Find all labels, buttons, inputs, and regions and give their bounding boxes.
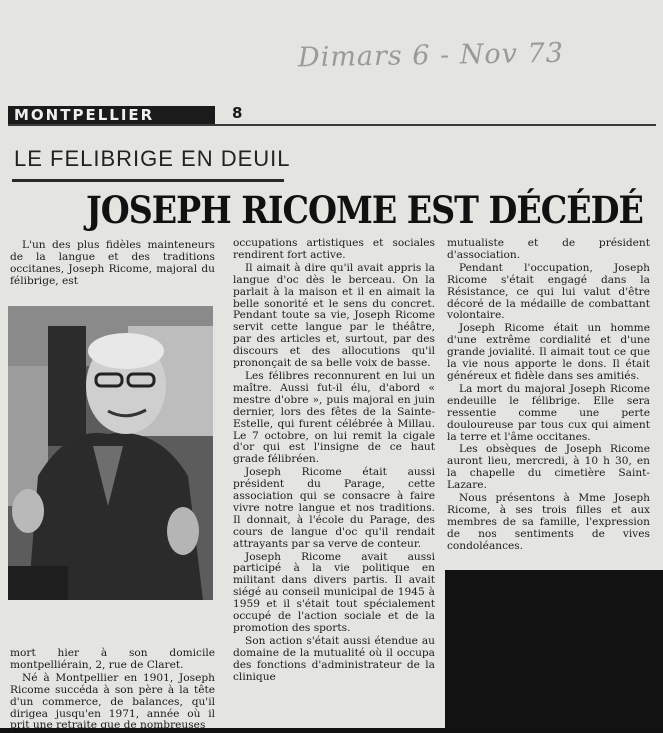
paragraph: mort hier à son domicile montpelliérain, 2, rue de Claret. [10,647,215,671]
column-1-top [10,240,215,289]
column-3 [447,238,650,554]
portrait-photo-icon [8,306,213,600]
column-1-bottom [10,648,215,733]
paragraph: Joseph Ricome était un homme d'une extrême cordialité et d'une grande jovialité. Il aimait tout ce que la vie nous apporte le dons. Il était généreux et fidèle dans ses amitiés. [447,322,650,382]
paragraph: occupations artistiques et sociales rendirent fort active. [233,237,435,261]
header-rule [8,124,656,126]
paragraph: Il aimait à dire qu'il avait appris la langue d'oc dès le berceau. On la parlait à la maison et il en aimait la belle sonorité et le sens du concret. Pendant toute sa vie, Joseph Ricome servit cette langue par le théâtre, par des articles et, surtout, par des discours et des allocutions qu'il prononçait de sa belle voix de basse. [233,261,435,370]
portrait-photo [8,306,213,600]
paragraph: Né à Montpellier en 1901, Joseph Ricome succéda à son père à la tête d'un commerce, de balances, qu'il dirigea jusqu'en 1971, année où il prit une retraite que de nombreuses [10,671,215,732]
page-number: 8 [232,104,243,122]
paragraph: Les félibres reconnurent en lui un maître. Aussi fut-il élu, d'abord « mestre d'obre », puis majoral en juin dernier, lors des fêtes de la Sainte-Estelle, qui furent célébrée à Millau. Le 7 octobre, on lui remit la cigale d'or qui est l'insigne de ce haut grade félibréen. [233,369,435,466]
paragraph: Les obsèques de Joseph Ricome auront lieu, mercredi, à 10 h 30, en la chapelle du cimetière Saint-Lazare. [447,443,650,492]
headline: JOSEPH RICOME EST DÉCÉDÉ [86,188,643,232]
paragraph: Joseph Ricome était aussi président du Parage, cette association qui se consacre à faire vivre notre langue et nos traditions. Il donnait, à l'école du Parage, des cours de langue d'oc qu'il rendait attrayants par sa verve de conteur. [233,466,435,550]
background-corner [445,570,663,728]
paragraph: L'un des plus fidèles mainteneurs de la langue et des traditions occitanes, Joseph Ricome, majoral du félibrige, est [10,239,215,287]
paragraph: Pendant l'occupation, Joseph Ricome s'était engagé dans la Résistance, ce qui lui valut d'être décoré de la médaille de combattant volontaire. [447,261,650,322]
handwritten-date: Dimars 6 - Nov 73 [297,37,565,74]
paragraph: Son action s'était aussi étendue au domaine de la mutualité où il occupa des fonctions d'administrateur de la clinique [233,634,435,683]
kicker-title: LE FELIBRIGE EN DEUIL [14,146,291,171]
kicker-rule [12,179,284,182]
section-rubric: MONTPELLIER [8,106,215,124]
paragraph: Nous présentons à Mme Joseph Ricome, à ses trois filles et aux membres de sa famille, l'expression de nos sentiments de vives condoléances. [447,492,650,552]
paragraph: Joseph Ricome avait aussi participé à la vie politique en militant dans divers partis. Il avait siégé au conseil municipal de 1945 à 1959 et il s'était tout spécialement occupé de l'action sociale et de la promotion des sports. [233,550,435,634]
column-2 [233,238,435,685]
paragraph: La mort du majoral Joseph Ricome endeuille le félibrige. Elle sera ressentie comme une perte douloureuse par tous cux qui aiment la terre et l'âme occitanes. [447,382,650,443]
paragraph: mutualiste et de président d'association. [447,237,650,261]
